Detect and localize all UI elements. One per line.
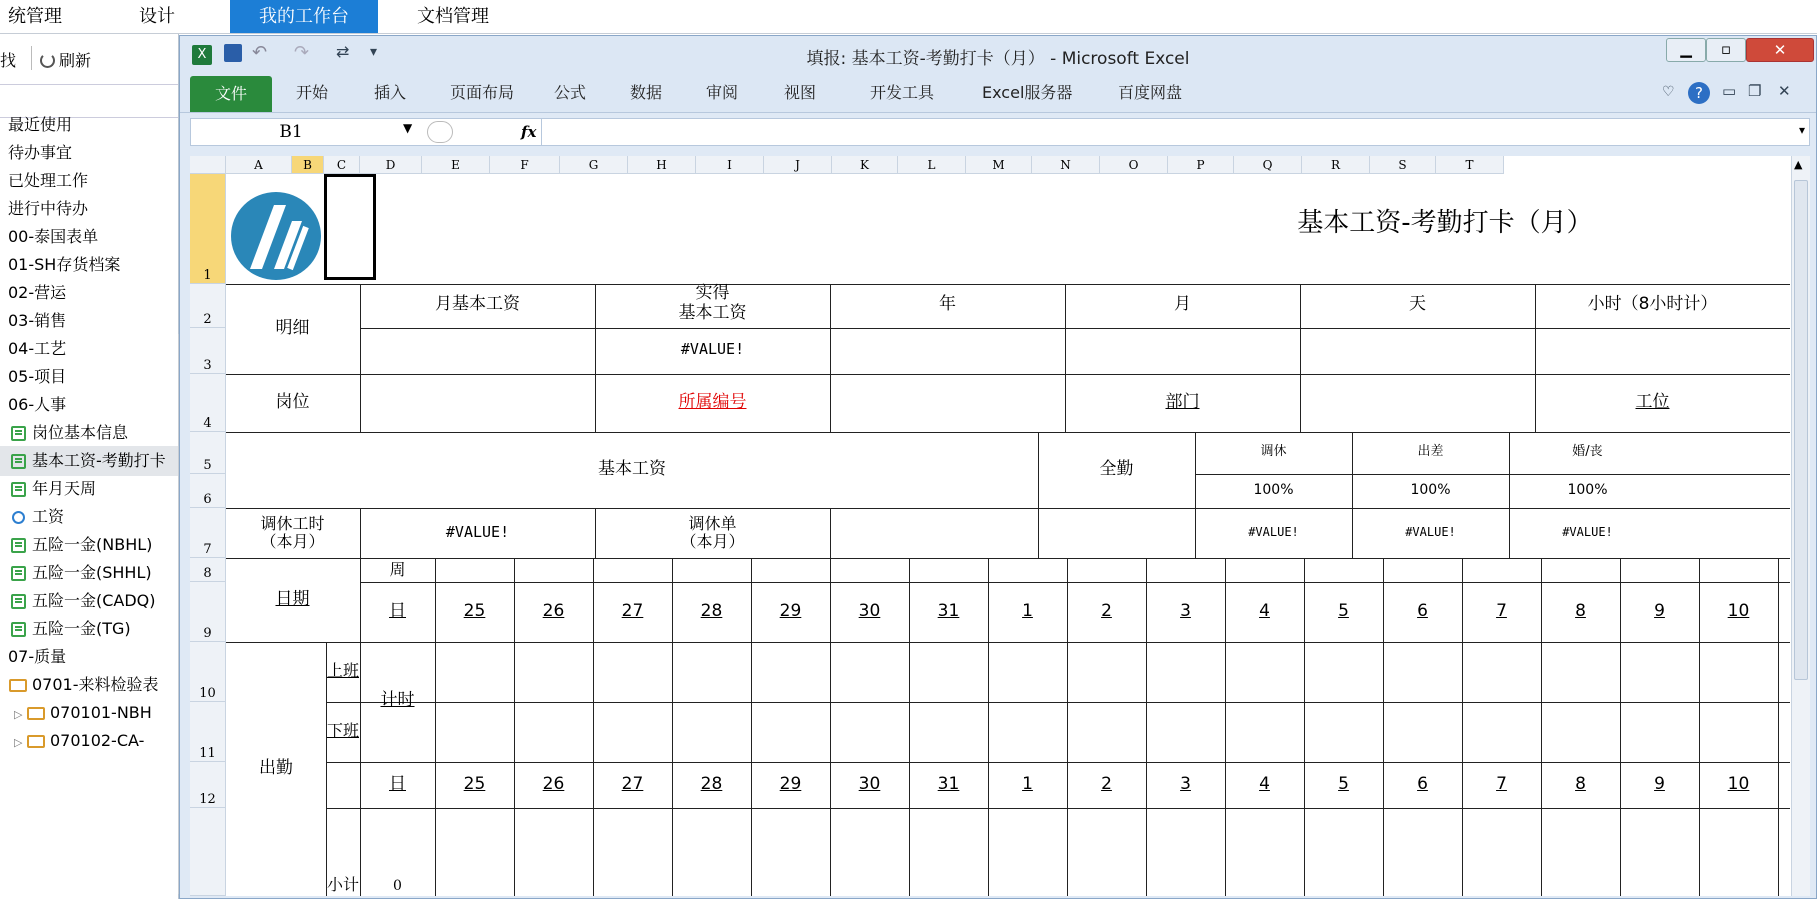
cell-chuchai: 出差 (1417, 443, 1444, 459)
cell-week: 周 (389, 559, 406, 579)
cell-off-duty: 下班 (326, 720, 359, 740)
scroll-up-icon[interactable]: ▲ (1794, 158, 1803, 171)
tree-item-label: 最近使用 (8, 115, 73, 134)
day-number-cell: 6 (1417, 601, 1428, 622)
tree-item[interactable] (0, 726, 192, 756)
cell-base-wage: 基本工资 (598, 459, 666, 480)
tree-item-label: 04-工艺 (8, 339, 67, 358)
cell-tx-value-3: #VALUE! (1562, 525, 1613, 540)
tree-item[interactable] (0, 362, 186, 392)
day-number-cell: 6 (1417, 774, 1428, 795)
day-number-cell: 28 (700, 774, 723, 795)
restore-icon: ▫ (1720, 40, 1732, 58)
refresh-icon (40, 53, 55, 68)
cell-department: 部门 (1165, 392, 1200, 413)
column-header[interactable]: F (490, 156, 560, 174)
refresh-button[interactable] (40, 48, 91, 71)
day-number-cell: 5 (1338, 601, 1349, 622)
day-number-cell: 29 (779, 601, 802, 622)
tree-item[interactable] (0, 278, 186, 308)
tree-item[interactable] (0, 390, 186, 420)
folder-icon (26, 698, 46, 728)
column-header[interactable]: J (764, 156, 832, 174)
title-bar (180, 36, 1816, 74)
formula-input[interactable] (551, 119, 1791, 145)
day-number-cell: 1 (1022, 774, 1033, 795)
day-number-cell: 8 (1575, 774, 1586, 795)
quick-access-extra-icon[interactable]: ⇄ (336, 42, 350, 61)
row-header[interactable] (190, 702, 226, 762)
form-icon (8, 586, 28, 616)
nav-my-workbench[interactable]: 我的工作台 (230, 0, 378, 33)
tree-item-label: 五险一金(CADQ) (32, 591, 156, 610)
row-header[interactable] (190, 762, 226, 808)
scroll-thumb[interactable] (1794, 180, 1808, 680)
day-number-cell: 3 (1180, 774, 1191, 795)
cell-monthly-base-header: 月基本工资 (435, 294, 520, 315)
redo-icon[interactable]: ↷ (294, 42, 310, 63)
row-header[interactable] (190, 808, 226, 896)
day-number-cell: 7 (1496, 774, 1507, 795)
close-icon: ✕ (1773, 41, 1787, 59)
form-icon (8, 418, 28, 448)
toolbar-separator (31, 46, 32, 70)
cell-date: 日期 (275, 589, 310, 610)
column-header[interactable]: M (966, 156, 1032, 174)
day-number-cell: 5 (1338, 774, 1349, 795)
tree-item[interactable] (0, 334, 186, 364)
row-header[interactable] (190, 582, 226, 642)
tree-item-label: 待办事宜 (8, 143, 73, 162)
tree-item[interactable] (0, 138, 186, 168)
day-number-cell: 2 (1101, 774, 1112, 795)
row-number: 5 (203, 458, 212, 473)
tree-item[interactable] (0, 446, 186, 476)
nav-system-management[interactable]: 统管理 (8, 6, 62, 27)
folder-icon (8, 670, 28, 700)
grid-vline (830, 508, 831, 558)
customize-quick-access-icon[interactable]: ▾ (370, 44, 378, 60)
tab-page-layout[interactable]: 页面布局 (450, 83, 515, 102)
worksheet (190, 156, 1810, 896)
select-all-corner[interactable] (190, 156, 226, 174)
refresh-label: 刷新 (59, 51, 92, 70)
day-number-cell: 4 (1259, 601, 1270, 622)
tree-item[interactable] (0, 530, 186, 560)
formula-bar (190, 118, 1810, 146)
nav-design[interactable]: 设计 (139, 6, 175, 27)
column-header[interactable]: B (292, 156, 324, 174)
cell-hunsang-pct: 100% (1567, 481, 1608, 498)
day-number-cell: 4 (1259, 774, 1270, 795)
tree-item[interactable] (0, 110, 186, 140)
help-icon[interactable]: ? (1688, 82, 1710, 104)
day-number-cell: 25 (463, 601, 486, 622)
day-number-cell: 8 (1575, 601, 1586, 622)
row-number: 1 (203, 268, 212, 283)
tree-item-label: 岗位基本信息 (32, 423, 129, 442)
row-number: 3 (203, 358, 212, 373)
day-number-cell: 7 (1496, 601, 1507, 622)
day-number-cell: 27 (621, 601, 644, 622)
day-number-cell: 1 (1022, 601, 1033, 622)
tree-item-label: 05-项目 (8, 367, 67, 386)
tree-item-label: 五险一金(NBHL) (32, 535, 153, 554)
column-header[interactable]: L (898, 156, 966, 174)
cell-mingxi: 明细 (275, 318, 310, 339)
row-header[interactable] (190, 174, 226, 284)
cell-hour-header: 小时（8小时计） (1587, 294, 1718, 315)
grid-hline (226, 558, 1790, 559)
tree-item-label: 01-SH存货档案 (8, 255, 121, 274)
cell-hunsang: 婚/丧 (1572, 443, 1603, 459)
name-box-dropdown-icon[interactable]: ▼ (403, 121, 413, 135)
tree-item[interactable] (0, 642, 186, 672)
vertical-scrollbar[interactable] (1791, 156, 1810, 896)
day-number-cell: 27 (621, 774, 644, 795)
tree-item[interactable] (0, 558, 186, 588)
expand-formula-icon[interactable]: ▾ (1798, 123, 1805, 137)
find-button[interactable]: 找 (0, 51, 17, 70)
tab-view[interactable]: 视图 (784, 83, 817, 102)
row-header[interactable] (190, 284, 226, 328)
day-number-cell: 28 (700, 601, 723, 622)
cell-zero: 0 (393, 877, 402, 894)
top-nav (0, 0, 1817, 34)
expand-arrow-icon[interactable]: ▷ (14, 736, 26, 749)
tab-review[interactable]: 审阅 (706, 83, 739, 102)
day-number-cell: 10 (1727, 774, 1750, 795)
window-title: 填报: 基本工资-考勤打卡（月） - Microsoft Excel (806, 49, 1190, 69)
column-header[interactable]: H (628, 156, 696, 174)
tree-item[interactable] (0, 670, 186, 700)
column-header[interactable]: E (422, 156, 490, 174)
tree-item-label: 年月天周 (32, 479, 97, 498)
tab-developer[interactable]: 开发工具 (870, 83, 935, 102)
row-number: 9 (203, 626, 212, 641)
row-header[interactable] (190, 508, 226, 558)
row-header[interactable] (190, 642, 226, 702)
tab-data[interactable]: 数据 (630, 83, 663, 102)
ribbon-restore-icon[interactable]: ❐ (1748, 82, 1762, 100)
maximize-button[interactable] (1706, 38, 1746, 62)
tree-item[interactable] (0, 502, 186, 532)
tree-item-label: 00-泰国表单 (8, 227, 99, 246)
day-number-cell: 29 (779, 774, 802, 795)
cell-full-attendance: 全勤 (1099, 459, 1134, 480)
cell-post: 岗位 (275, 392, 310, 413)
excel-logo-icon: X (192, 45, 212, 65)
minimize-icon: ▁ (1680, 40, 1692, 58)
row-number: 8 (203, 566, 212, 581)
cell-actual-base-value: #VALUE! (680, 340, 745, 359)
row-number: 4 (203, 416, 212, 431)
tree-item-label: 进行中待办 (8, 199, 89, 218)
cell-month-header: 月 (1174, 294, 1191, 315)
close-button[interactable] (1746, 38, 1814, 62)
tree-item-label: 06-人事 (8, 395, 67, 414)
day-number-cell: 3 (1180, 601, 1191, 622)
column-header[interactable]: R (1302, 156, 1370, 174)
tree-item-label: 五险一金(TG) (32, 619, 131, 638)
day-number-cell: 25 (463, 774, 486, 795)
form-icon (8, 446, 28, 476)
tree-item[interactable] (0, 614, 186, 644)
day-number-cell: 2 (1101, 601, 1112, 622)
day-number-cell: 30 (858, 601, 881, 622)
minimize-button[interactable] (1666, 38, 1706, 62)
row-header[interactable] (190, 474, 226, 508)
day-number-cell: 9 (1654, 601, 1665, 622)
tree-item-label: 基本工资-考勤打卡 (32, 451, 166, 470)
column-header[interactable]: G (560, 156, 628, 174)
column-header[interactable]: T (1436, 156, 1504, 174)
day-number-cell: 31 (937, 601, 960, 622)
cell-day-label-2: 日 (389, 774, 406, 795)
tab-formulas[interactable]: 公式 (554, 83, 587, 102)
tree-item-label: 五险一金(SHHL) (32, 563, 152, 582)
tree-item-label: 已处理工作 (8, 171, 89, 190)
row-number: 10 (199, 686, 216, 701)
grid-hline (360, 328, 1790, 329)
tree-item-label: 02-营运 (8, 283, 67, 302)
tree-item-label: 0701-来料检验表 (32, 675, 159, 694)
tree-item[interactable] (0, 250, 186, 280)
grid-hline (326, 702, 1790, 703)
cell-tx-value: #VALUE! (445, 523, 510, 542)
cell-subtotal: 小计 (326, 874, 359, 894)
selected-cell-b1[interactable] (324, 174, 376, 280)
tab-baidu-netdisk[interactable]: 百度网盘 (1118, 83, 1183, 102)
column-header[interactable]: P (1168, 156, 1234, 174)
left-panel (0, 34, 179, 899)
chevron-down-icon[interactable]: ♡ (1662, 84, 1675, 100)
cell-belong-no: 所属编号 (678, 392, 747, 413)
tree-item-label: 03-销售 (8, 311, 67, 330)
formula-divider (541, 119, 542, 145)
column-header[interactable]: N (1032, 156, 1100, 174)
row-header[interactable] (190, 328, 226, 374)
column-header[interactable]: S (1370, 156, 1436, 174)
form-icon (8, 530, 28, 560)
cell-tx-hours: 调休工时 （本月） (260, 513, 325, 551)
day-number-cell: 26 (542, 601, 565, 622)
tab-file[interactable]: 文件 (190, 76, 272, 112)
row-header[interactable] (190, 432, 226, 474)
tab-excel-server[interactable]: Excel服务器 (982, 83, 1073, 102)
row-number: 6 (203, 492, 212, 507)
grid-vline (1778, 558, 1779, 896)
day-number-cell: 31 (937, 774, 960, 795)
cell-chuchai-pct: 100% (1410, 481, 1451, 498)
nav-document-management[interactable]: 文档管理 (417, 6, 489, 27)
grid-hline (326, 808, 1790, 809)
tree-item[interactable] (0, 418, 186, 448)
expand-arrow-icon[interactable]: ▷ (14, 708, 26, 721)
tree-item[interactable] (0, 222, 186, 252)
formula-cancel-icon[interactable] (427, 121, 453, 143)
insert-function-button[interactable]: fx (521, 123, 537, 141)
tree-item[interactable] (0, 586, 186, 616)
column-header[interactable]: O (1100, 156, 1168, 174)
form-icon (8, 558, 28, 588)
cell-tx-form: 调休单 （本月） (680, 513, 745, 551)
tab-home[interactable]: 开始 (296, 83, 329, 102)
tree-item-label: 070101-NBH (49, 703, 152, 722)
tree-item-label: 070102-CA- (49, 731, 145, 750)
column-header[interactable]: Q (1234, 156, 1302, 174)
name-box[interactable]: B1 (279, 122, 303, 142)
cell-tiaoxiu-pct: 100% (1253, 481, 1294, 498)
tree-item[interactable] (0, 474, 186, 504)
grid-hline (226, 642, 1790, 643)
cell-day-header: 天 (1409, 294, 1426, 315)
row-number: 2 (203, 312, 212, 327)
tab-insert[interactable]: 插入 (374, 83, 407, 102)
row-number: 7 (203, 542, 212, 557)
form-icon (8, 474, 28, 504)
tree-item-label: 工资 (32, 507, 65, 526)
ribbon-close-icon[interactable]: ✕ (1778, 82, 1791, 100)
row-header[interactable] (190, 374, 226, 432)
tree-item-label: 07-质量 (8, 647, 67, 666)
undo-icon[interactable]: ↶ (252, 42, 268, 63)
row-header[interactable] (190, 558, 226, 582)
column-header[interactable]: D (360, 156, 422, 174)
ribbon-tabs (180, 74, 1816, 113)
cell-year-header: 年 (939, 294, 956, 315)
search-icon (8, 502, 28, 532)
tree-item[interactable] (0, 306, 186, 336)
day-number-cell: 26 (542, 774, 565, 795)
cell-attendance: 出勤 (259, 758, 293, 779)
cell-day-label: 日 (389, 601, 406, 622)
column-header[interactable]: K (832, 156, 898, 174)
day-number-cell: 10 (1727, 601, 1750, 622)
day-number-cell: 9 (1654, 774, 1665, 795)
cell-tx-value-1: #VALUE! (1248, 525, 1299, 540)
sheet-title: 基本工资-考勤打卡（月） (1297, 208, 1593, 239)
cell-on-duty: 上班 (326, 660, 359, 680)
column-header[interactable]: A (226, 156, 292, 174)
column-header[interactable]: C (324, 156, 360, 174)
cell-timing: 计时 (380, 690, 415, 711)
ribbon-minimize-icon[interactable]: ▭ (1722, 82, 1737, 100)
day-number-cell: 30 (858, 774, 881, 795)
form-icon (8, 614, 28, 644)
cell-tiaoxiu: 调休 (1260, 443, 1287, 459)
company-logo-icon (230, 191, 322, 281)
tree-item[interactable] (0, 698, 192, 728)
tree-item[interactable] (0, 166, 186, 196)
row-number: 11 (199, 746, 216, 761)
folder-icon (26, 726, 46, 756)
row-number: 12 (199, 792, 216, 807)
cell-tx-value-2: #VALUE! (1405, 525, 1456, 540)
tree-item[interactable] (0, 194, 186, 224)
cell-station: 工位 (1635, 392, 1670, 413)
column-header[interactable]: I (696, 156, 764, 174)
excel-window (179, 35, 1817, 899)
cell-actual-base-header: 实得 基本工资 (678, 283, 747, 323)
